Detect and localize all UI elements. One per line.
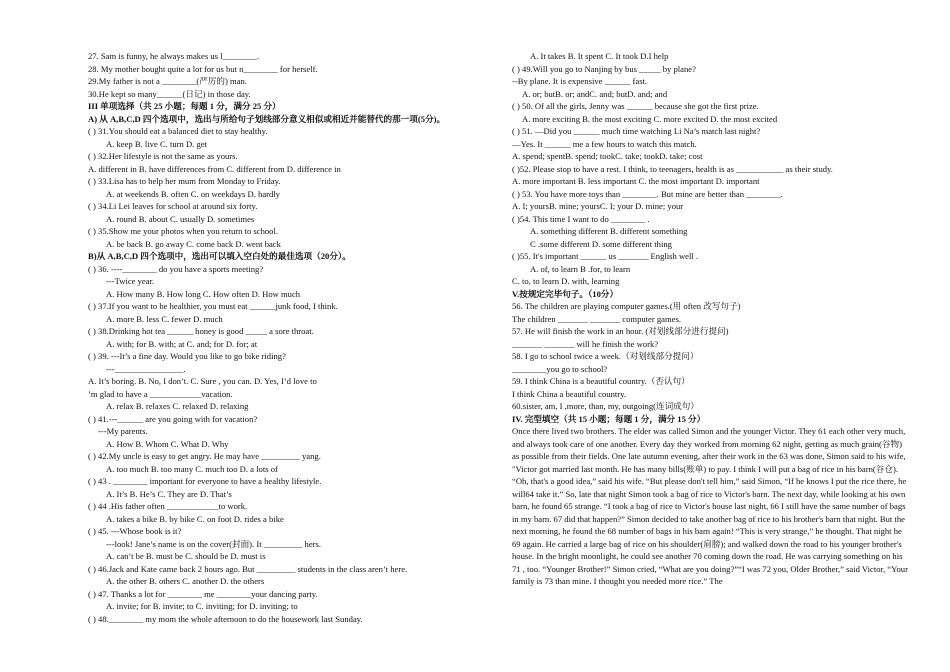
text-line: A. It’s boring. B. No, I don’t. C. Sure , you can. D. Yes, I’d love to — [88, 376, 317, 386]
text-line: ( ) 45. ---Whose book is it? — [88, 526, 182, 536]
text-line: C. to, to learn D. with, learning — [512, 276, 620, 286]
text-line: A. more B. less C. fewer D. much — [106, 313, 223, 324]
text-line: A. of, to learn B .for, to learn — [530, 263, 631, 274]
text-line: A. relax B. relaxes C. relaxed D. relaxing — [106, 401, 249, 411]
section-heading: III 单项选择（共 25 小题；每题 1 分，满分 25 分） — [88, 101, 281, 111]
text-line: ( ) 50. Of all the girls, Jenny was ______ because she got the first prize. — [512, 101, 759, 111]
text-line: ---________________. — [106, 363, 186, 374]
text-line: ---look! Jane’s name is on the cover(封面). It _________ hers. — [106, 538, 322, 549]
text-line: A. more exciting B. the most exciting C. more excited D. the most excited — [522, 113, 778, 124]
text-line: A. invite; for B. invite; to C. inviting; for D. inviting; to — [106, 601, 298, 611]
text-line: ’m glad to have a ____________vacation. — [88, 388, 233, 399]
text-line: I think China a beautiful country. — [512, 388, 626, 399]
text-line: ( ) 42.My uncle is easy to get angry. He may have _________ yang. — [88, 451, 321, 461]
text-line: ( ) 34.Li Lei leaves for school at around six forty. — [88, 201, 258, 211]
text-line: ( ) 41.---______ are you going with for vacation? — [88, 413, 258, 424]
cloze-passage: Once there lived two brothers. The elder was called Simon and the younger Victor. They 61 each other very much, and always took care of one another. Every day they worked from morning 62 night, getting as much grain(谷物) as possible from their fields. One late autumn evening, after their work in the 63 was done, Simon said to his wife, "Victor got married last month. He has many bills(账单) to pay. I think I will put a bag of rice in his barn(谷仓). “Oh, that's a good idea,” said his wife. “But please don't tell him,” said Simon, “If he knows I put the rice there, he will64 take it.” So, late that night Simon took a bag of rice to Victor's barn. The next day, while looking at his own barn, he found 65 strange. “I took a bag of rice to Victor's house last night, 66 I still have the same number of bags in my barn. 67 did that happen?” Simon decided to take another bag of rice to his brother's barn that night. But the next morning, he found the 68 number of bags in his barn again! “This is very strange,” he thought. That night he 69 again. He carried a large bag of rice on his shoulder(肩膀); and walked down the road to his younger brother's house. In the bright moonlight, he could see another 70 coming down the road. He was carrying something on his 71 , too. “Younger Brother!” Simon cried, “What are you doing?”“I was 72 you, Older Brother,” said Victor, “Your family is 73 than mine. I thought you needed more rice.” The — [512, 426, 908, 586]
text-line: ( ) 39. ---It’s a fine day. Would you like to go bike riding? — [88, 351, 286, 361]
text-line: A. with; for B. with; at C. and; for D. for; at — [106, 338, 258, 349]
section-heading: V.按规定完毕句子。（10分） — [512, 288, 619, 299]
text-line: A. be back B. go away C. come back D. went back — [106, 238, 281, 249]
text-line: A. the other B. others C. another D. the others — [106, 576, 265, 586]
text-line: _______ _______ will he finish the work? — [512, 338, 659, 349]
text-line: ---Twice year. — [106, 276, 155, 286]
text-line: A. keep B. live C. turn D. get — [106, 138, 207, 149]
text-line: A. round B. about C. usually D. sometimes — [106, 213, 255, 224]
text-line: --By plane. It is expensive ______ fast. — [512, 76, 648, 86]
text-line: 27. Sam is funny, he always makes us l________. — [88, 51, 260, 61]
text-line: The children _______ _______ computer games. — [512, 313, 681, 324]
text-line: A. can’t be B. must be C. should be D. must is — [106, 551, 266, 561]
text-line: ( )52. Please stop to have a rest. I think, to teenagers, health is as ___________ as their study. — [512, 163, 833, 174]
left-column — [88, 50, 468, 625]
section-heading: B)从 A,B,C,D 四个选项中，选出可以填入空白处的最佳选项（20分）。 — [88, 251, 351, 261]
text-line: ( ) 51. —Did you ______ much time watching Li Na’s match last night? — [512, 126, 761, 136]
text-line: ( ) 33.Lisa has to help her mum from Monday to Friday. — [88, 176, 281, 186]
text-line: ---My parents. — [98, 426, 148, 436]
text-line: A. How many B. How long C. How often D. How much — [106, 288, 301, 299]
text-line: ( )54. This time I want to do ________ . — [512, 213, 650, 224]
text-line: C .some different D. some different thing — [530, 238, 672, 249]
text-line: ( ) 48.________ my mom the whole afternoon to do the housework last Sunday. — [88, 613, 363, 624]
text-line: 28. My mother bought quite a lot for us but n________ for herself. — [88, 63, 318, 74]
section-heading: A) 从 A,B,C,D 四个选项中，选出与所给句子划线部分意义相似或相近并能替代的那一项(5分)。 — [88, 113, 446, 124]
text-line: ( ) 49.Will you go to Nanjing by bus _____ by plane? — [512, 63, 696, 74]
text-line: ( ) 44 .His father often ____________to work. — [88, 501, 248, 511]
text-line: ( ) 38.Drinking hot tea ______ honey is good _____ a sore throat. — [88, 326, 314, 336]
text-line: A. at weekends B. often C. on weekdays D. hardly — [106, 188, 280, 199]
text-line: ( ) 43 . ________ important for everyone to have a healthy lifestyle. — [88, 476, 322, 486]
text-line: A. I; yoursB. mine; yoursC. I; your D. mine; your — [512, 201, 684, 211]
text-line: ( )55. It's important ______ us _______ English well . — [512, 251, 699, 261]
text-line: ( ) 37.If you want to be healthier, you must eat ______junk food, I think. — [88, 301, 338, 311]
text-line: ________you go to school? — [512, 363, 608, 374]
text-line: ( ) 35.Show me your photos when you return to school. — [88, 226, 278, 236]
text-line: ( ) 32.Her lifestyle is not the same as yours. — [88, 151, 238, 161]
text-line: A. How B. Whom C. What D. Why — [106, 438, 229, 449]
right-question-lines — [512, 50, 908, 425]
text-line: A. or; butB. or; andC. and; butD. and; and — [522, 88, 668, 99]
text-line: 57. He will finish the work in an hour. (对划线部分进行提问) — [512, 326, 729, 336]
text-line: ( ) 53. You have more toys than ________. But mine are better than ________. — [512, 188, 783, 199]
text-line: 58. I go to school twice a week.（对划线部分提问） — [512, 351, 699, 361]
text-line: A. more important B. less important C. the most important D. important — [512, 176, 760, 186]
text-line: A. too much B. too many C. much too D. a lots of — [106, 463, 278, 474]
right-column — [512, 50, 908, 588]
text-line: ( ) 47. Thanks a lot for ________ me ________your dancing party. — [88, 588, 318, 599]
text-line: 29.My father is not a ________(严厉的) man. — [88, 76, 247, 86]
text-line: A. spend; spentB. spend; tookC. take; tookD. take; cost — [512, 151, 703, 161]
text-line: ( ) 31.You should eat a balanced diet to stay healthy. — [88, 126, 268, 136]
text-line: A. It takes B. It spent C. It took D.I help — [530, 51, 669, 61]
text-line: 30.He kept so many______(日记) in those day. — [88, 88, 251, 99]
section-heading: IV. 完型填空（共 15 小题；每题 1 分，满分 15 分） — [512, 413, 706, 424]
text-line: 59. I think China is a beautiful country.（否认句） — [512, 376, 690, 386]
text-line: A. different in B. have differences from C. different from D. difference in — [88, 163, 341, 174]
text-line: A. takes a bike B. by bike C. on foot D. rides a bike — [106, 513, 284, 524]
text-line: ( ) 36. ----________ do you have a sports meeting? — [88, 263, 264, 274]
text-line: A. It’s B. He’s C. They are D. That’s — [106, 488, 232, 499]
text-line: —Yes. It ______ me a few hours to watch this match. — [512, 138, 697, 149]
text-line: A. something different B. different something — [530, 226, 688, 236]
text-line: 60.sister, am, I ,more, than, my, outgoing(连词成句） — [512, 401, 699, 411]
text-line: ( ) 46.Jack and Kate came back 2 hours ago. But _________ students in the class aren’t here. — [88, 563, 408, 574]
text-line: 56. The children are playing computer games.(用 often 改写句子) — [512, 301, 741, 311]
